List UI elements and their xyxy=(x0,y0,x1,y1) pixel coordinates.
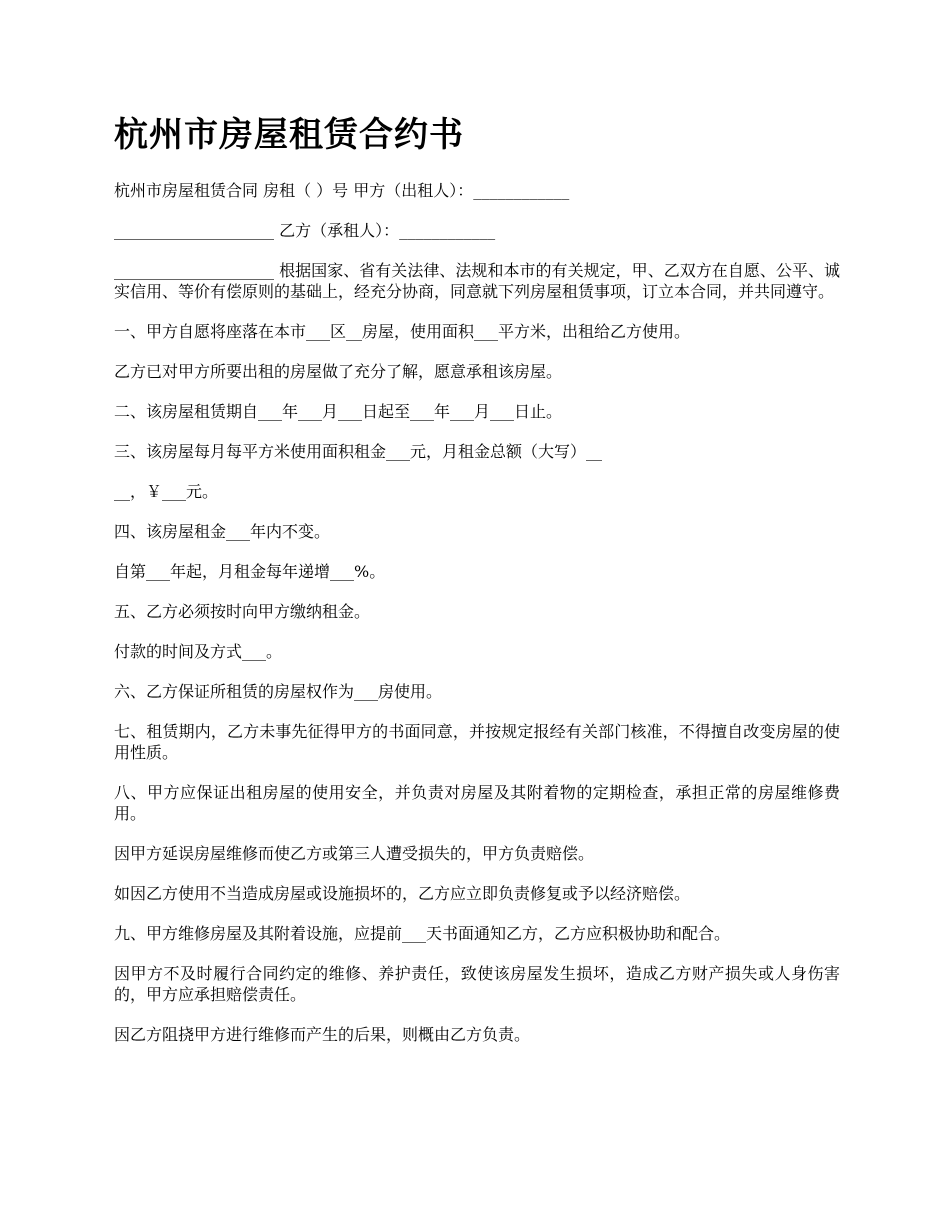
clause-5-note: 付款的时间及方式___。 xyxy=(114,642,283,661)
clause-2: 二、该房屋租赁期自___年___月___日起至___年___月___日止。 xyxy=(114,402,563,421)
contract-header-line: 杭州市房屋租赁合同 房租（ ）号 甲方（出租人）：____________ xyxy=(114,181,570,200)
document-page xyxy=(114,112,840,1064)
document-title: 杭州市房屋租赁合约书 xyxy=(114,115,464,155)
clause-6: 六、乙方保证所租赁的房屋权作为___房使用。 xyxy=(114,682,443,701)
clause-8-note-1: 因甲方延误房屋维修而使乙方或第三人遭受损失的，甲方负责赔偿。 xyxy=(114,844,595,863)
clause-4-note: 自第___年起，月租金每年递增___%。 xyxy=(114,562,386,581)
clause-8-note-2: 如因乙方使用不当造成房屋或设施损坏的，乙方应立即负责修复或予以经济赔偿。 xyxy=(114,884,691,903)
clause-1: 一、甲方自愿将座落在本市___区__房屋，使用面积___平方米，出租给乙方使用。 xyxy=(114,322,691,341)
clause-4: 四、该房屋租金___年内不变。 xyxy=(114,522,331,541)
clause-8: 八、甲方应保证出租房屋的使用安全，并负责对房屋及其附着物的定期检查，承担正常的房屋维修费用。 xyxy=(114,783,840,823)
clause-3-continued: __，￥___元。 xyxy=(114,482,219,501)
clause-3: 三、该房屋每月每平方米使用面积租金___元，月租金总额（大写）__ xyxy=(114,442,603,461)
clause-9-note-1: 因甲方不及时履行合同约定的维修、养护责任，致使该房屋发生损坏，造成乙方财产损失或人身伤害的，甲方应承担赔偿责任。 xyxy=(114,964,840,1004)
party-b-line: ____________________ 乙方（承租人）：____________ xyxy=(114,221,496,240)
clause-9: 九、甲方维修房屋及其附着设施，应提前___天书面通知乙方，乙方应积极协助和配合。 xyxy=(114,924,731,943)
clause-5: 五、乙方必须按时向甲方缴纳租金。 xyxy=(114,602,371,621)
preamble-paragraph: ____________________ 根据国家、省有关法律、法规和本市的有关规定，甲、乙双方在自愿、公平、诚实信用、等价有偿原则的基础上，经充分协商，同意就下列房屋租赁事项，订立本合同，并共同遵守。 xyxy=(114,261,840,301)
clause-7: 七、租赁期内，乙方未事先征得甲方的书面同意，并按规定报经有关部门核准，不得擅自改变房屋的使用性质。 xyxy=(114,722,840,762)
clause-9-note-2: 因乙方阻挠甲方进行维修而产生的后果，则概由乙方负责。 xyxy=(114,1025,531,1044)
clause-1-note: 乙方已对甲方所要出租的房屋做了充分了解，愿意承租该房屋。 xyxy=(114,362,563,381)
